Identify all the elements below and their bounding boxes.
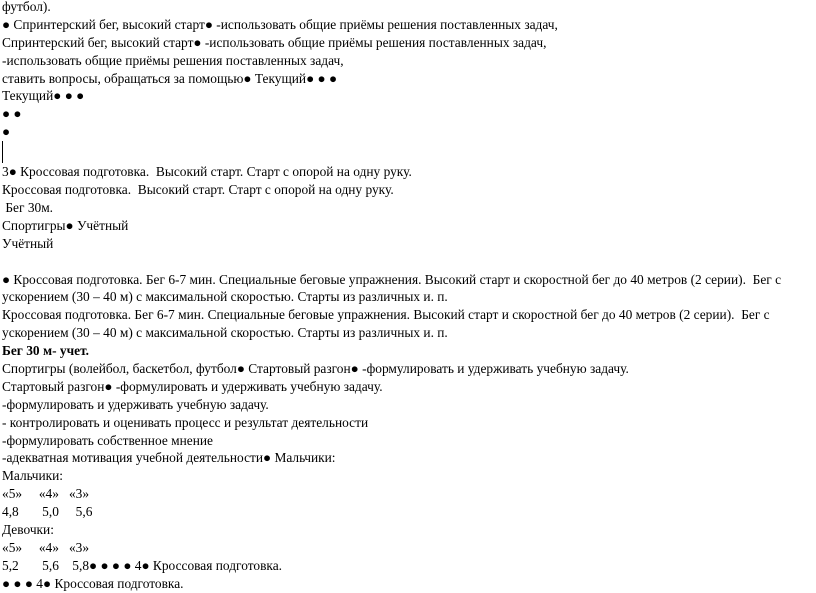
text-line: 3● Кроссовая подготовка. Высокий старт. Старт с опорой на одну руку. — [2, 164, 412, 180]
text-line: ● ● — [2, 106, 22, 122]
text-line: Мальчики: — [2, 468, 64, 484]
text-line: ● Спринтерский бег, высокий старт● -использовать общие приёмы решения поставленных задач, — [2, 16, 558, 32]
text-line: -использовать общие приёмы решения поставленных задач, — [2, 52, 344, 68]
text-line: 5,2 5,6 5,8● ● ● ● 4● Кроссовая подготовка. — [2, 557, 282, 573]
text-line: ставить вопросы, обращаться за помощью● Текущий● ● ● — [2, 70, 338, 86]
text-line: Учётный — [2, 235, 54, 251]
caret — [2, 141, 3, 163]
text-line: Спортигры● Учётный — [2, 217, 129, 233]
text-line: ● Кроссовая подготовка. Бег 6-7 мин. Специальные беговые упражнения. Высокий старт и скоростной бег до 40 метров (2 серии). Бег с — [2, 271, 782, 287]
text-line: Текущий● ● ● — [2, 88, 85, 104]
text-line: Спортигры (волейбол, баскетбол, футбол● Стартовый разгон● -формулировать и удерживать учебную задачу. — [2, 361, 629, 377]
text-line: -адекватная мотивация учебной деятельности● Мальчики: — [2, 450, 336, 466]
text-line: ускорением (30 – 40 м) с максимальной скоростью. Старты из различных и. п. — [2, 289, 448, 305]
text-line: -формулировать собственное мнение — [2, 432, 213, 448]
text-line: «5» «4» «3» — [2, 539, 90, 555]
text-line: Кроссовая подготовка. Высокий старт. Старт с опорой на одну руку. — [2, 182, 394, 198]
text-line: Бег 30м. — [2, 199, 54, 215]
text-line: ● — [2, 124, 11, 140]
text-line: Спринтерский бег, высокий старт● -использовать общие приёмы решения поставленных задач, — [2, 34, 547, 50]
text-line: ускорением (30 – 40 м) с максимальной скоростью. Старты из различных и. п. — [2, 325, 448, 341]
text-line: «5» «4» «3» — [2, 486, 90, 502]
text-line: ● ● ● 4● Кроссовая подготовка. — [2, 575, 184, 591]
text-line-bold: Бег 30 м- учет. — [2, 343, 89, 359]
text-line: Кроссовая подготовка. Бег 6-7 мин. Специальные беговые упражнения. Высокий старт и скоростной бег до 40 метров (2 серии). Бег с — [2, 307, 770, 323]
document-page — [2, 0, 814, 593]
text-cursor[interactable] — [2, 141, 814, 163]
text-line: Девочки: — [2, 522, 54, 538]
text-line: -формулировать и удерживать учебную задачу. — [2, 396, 269, 412]
text-line: Стартовый разгон● -формулировать и удерживать учебную задачу. — [2, 378, 383, 394]
text-line: - контролировать и оценивать процесс и результат деятельности — [2, 414, 369, 430]
blank-line — [2, 253, 814, 271]
text-line: 4,8 5,0 5,6 — [2, 504, 93, 520]
text-line: футбол). — [2, 0, 51, 14]
